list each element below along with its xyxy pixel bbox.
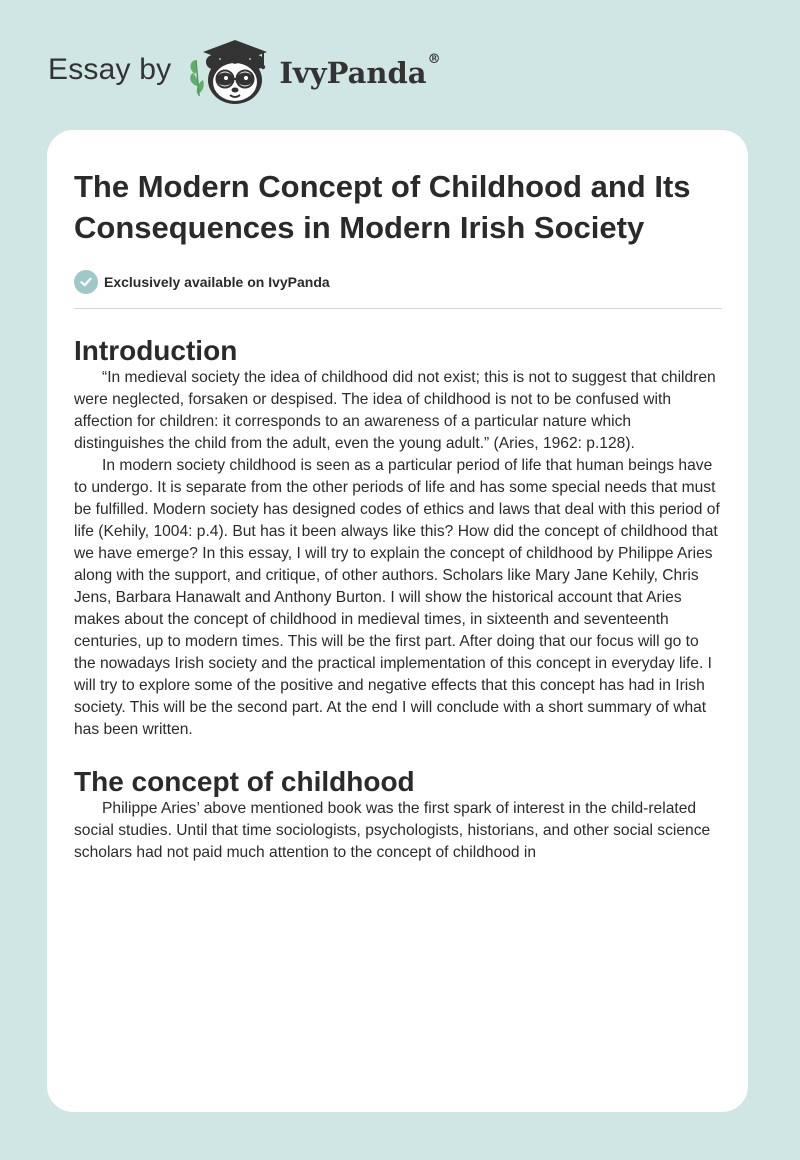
- paragraph: “In medieval society the idea of childhood did not exist; this is not to suggest that children were neglected, forsaken or despised. The idea of childhood is not to be confused with affection for children: it corresponds to an awareness of a particular nature which distinguishes the child from the adult, even the young adult.” (Aries, 1962: p.128).: [74, 369, 716, 452]
- section-heading-introduction: Introduction: [74, 335, 238, 366]
- essay-card: [47, 130, 748, 1112]
- exclusive-badge-text: Exclusively available on IvyPanda: [104, 274, 330, 290]
- essay-title: The Modern Concept of Childhood and Its Consequences in Modern Irish Society: [74, 169, 691, 245]
- paragraph: Philippe Aries’ above mentioned book was the first spark of interest in the child-related social studies. Until that time sociologists, psychologists, historians, and other social science scholars had not paid much attention to the concept of childhood in: [74, 800, 711, 861]
- brand-text: IvyPanda: [279, 56, 427, 90]
- panda-graduate-icon[interactable]: [185, 36, 273, 108]
- brand-name[interactable]: [279, 52, 441, 90]
- check-icon: [74, 270, 98, 294]
- section-heading-concept-of-childhood: The concept of childhood: [74, 766, 415, 797]
- paragraph: In modern society childhood is seen as a particular period of life that human beings have to undergo. It is separate from the other periods of life and has some special needs that must be fulfilled. Modern society has designed codes of ethics and laws that deal with this period of life (Kehily, 1004: p.4). But has it been always like this? How did the concept of childhood that we have emerge? In this essay, I will try to explain the concept of childhood by Philippe Aries along with the support, and critique, of other authors. Scholars like Mary Jane Kehily, Chris Jens, Barbara Hanawalt and Anthony Burton. I will show the historical account that Aries makes about the concept of childhood in medieval times, in sixteenth and seventeenth centuries, up to modern times. This will be the first part. After doing that our focus will go to the nowadays Irish society and the practical implementation of this concept in everyday life. I will try to explore some of the positive and negative effects that this concept has had in Irish society. This will be the second part. At the end I will conclude with a short summary of what has been written.: [74, 457, 720, 738]
- exclusive-badge: [74, 270, 722, 294]
- title-divider: [74, 308, 722, 309]
- site-header: [48, 36, 441, 108]
- essay-by-label: Essay by: [48, 53, 172, 86]
- trademark-symbol: ®: [427, 52, 441, 67]
